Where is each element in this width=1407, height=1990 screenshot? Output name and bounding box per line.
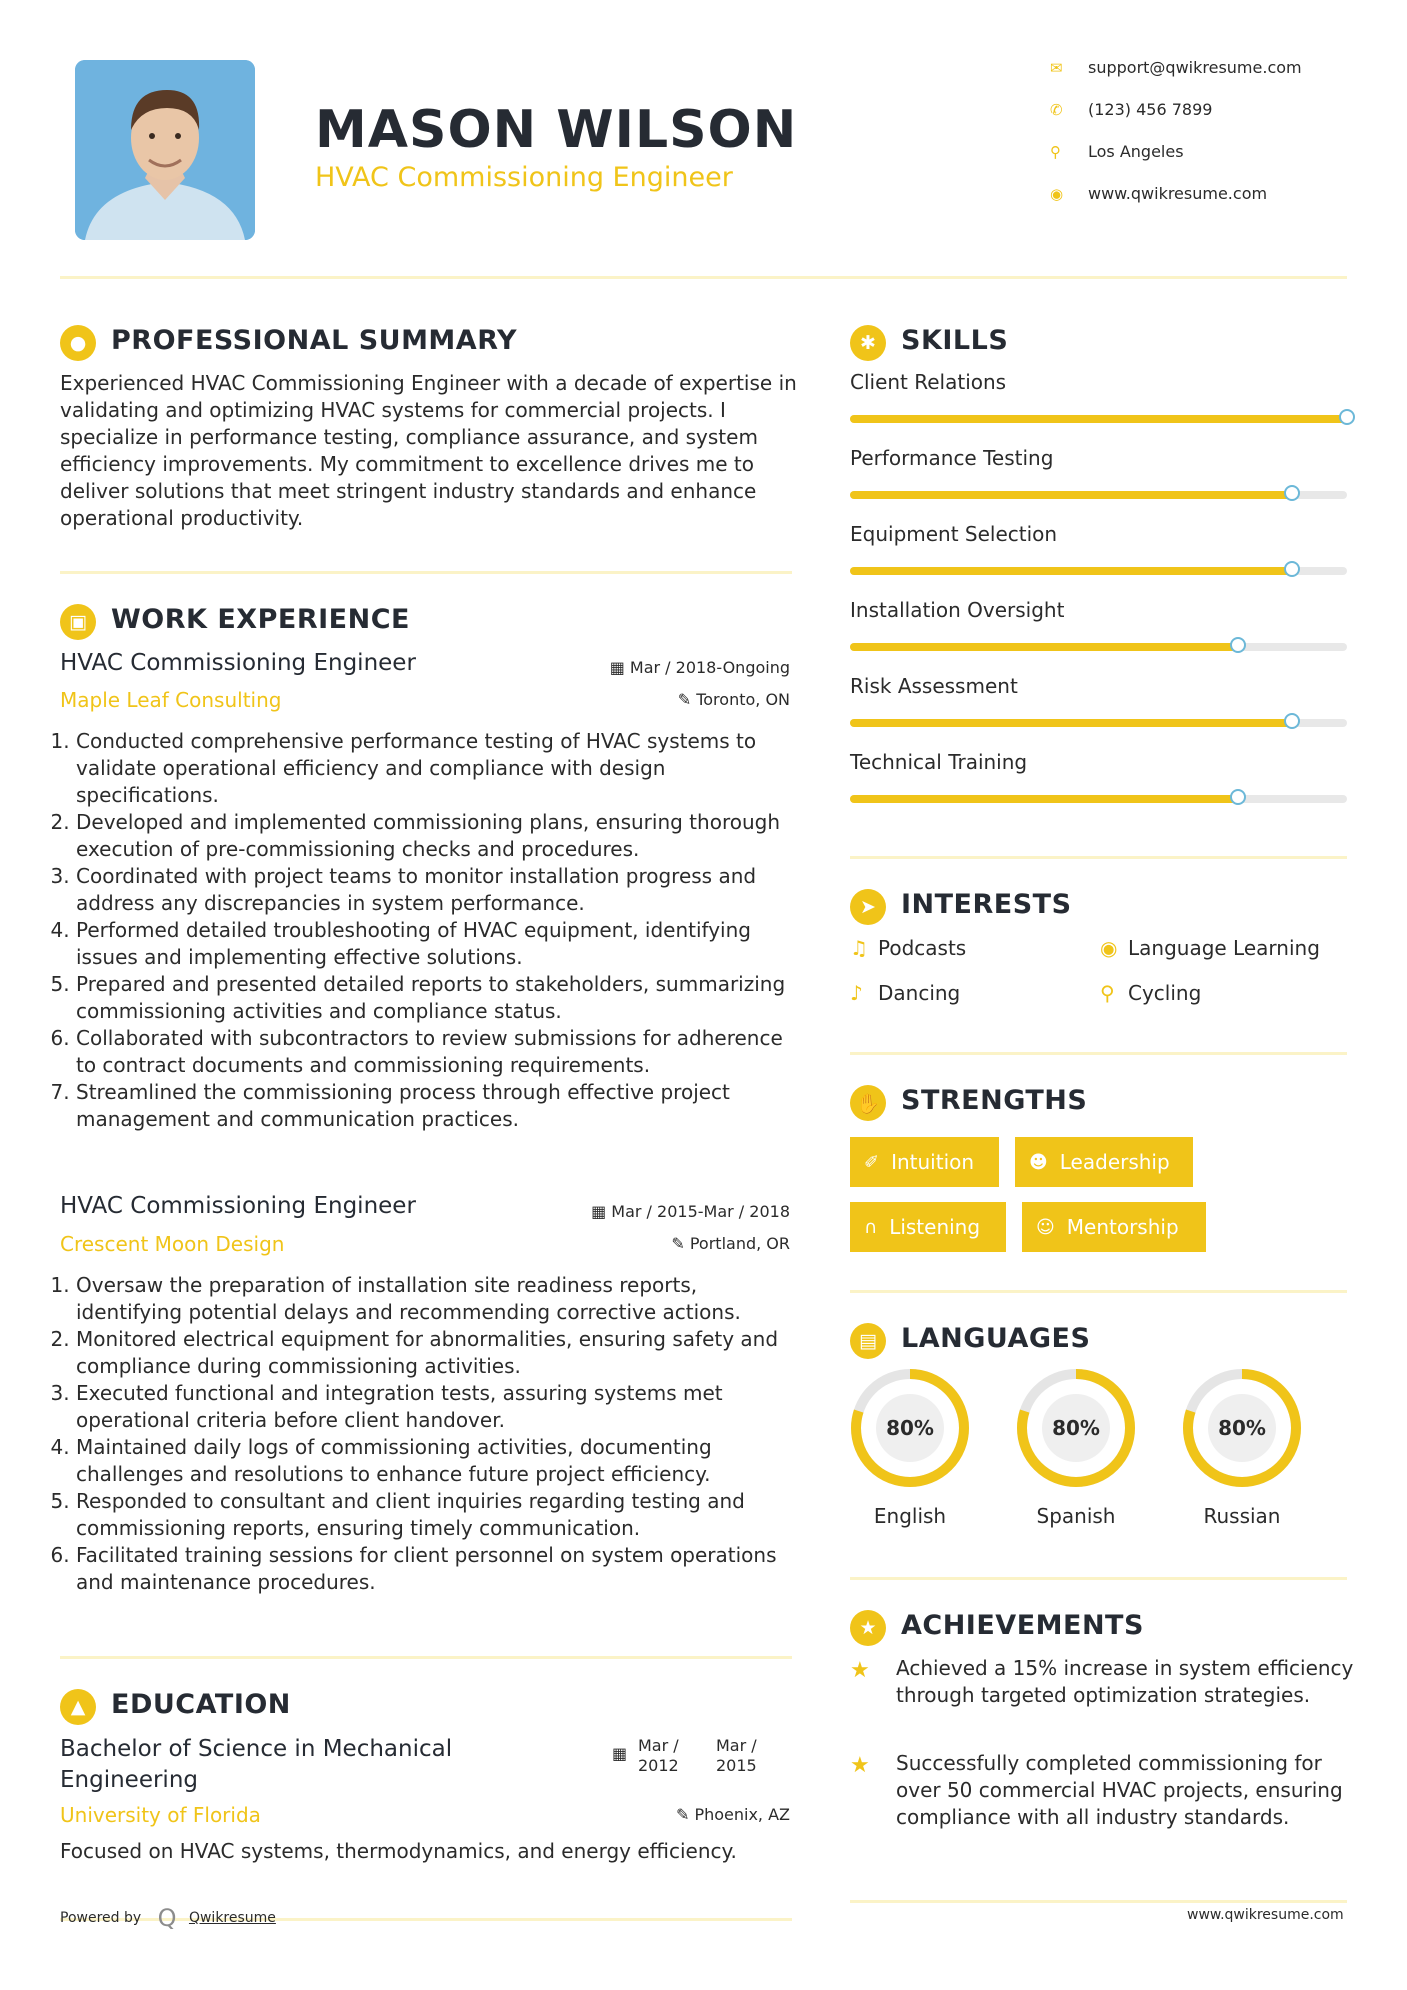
globe-icon: ◉ xyxy=(1050,185,1064,203)
headphones-icon: ∩ xyxy=(864,1216,878,1238)
language-name: Russian xyxy=(1203,1504,1281,1528)
star-icon: ★ xyxy=(850,1753,870,1778)
skill-bar-fill xyxy=(850,415,1347,423)
skill-bar xyxy=(850,567,1347,575)
skill-bar-knob xyxy=(1339,409,1355,425)
language-ring xyxy=(1016,1368,1136,1492)
bicycle-icon: ⚲ xyxy=(1100,981,1115,1005)
list-item: 2. Developed and implemented commissioning plans, ensuring thorough execution of pre-commissioning checks and procedures. xyxy=(76,809,796,863)
edu-location: ✎ Phoenix, AZ xyxy=(675,1805,790,1824)
language-percent: 80% xyxy=(1052,1416,1100,1440)
job-duties xyxy=(56,728,796,1133)
calendar-icon: ▦ xyxy=(609,658,630,677)
pin-icon: ✎ xyxy=(675,1805,695,1824)
languages-divider xyxy=(850,1577,1347,1580)
interest-dancing: ♪ Dancing xyxy=(850,981,961,1005)
language-ring xyxy=(850,1368,970,1492)
skill-bar xyxy=(850,643,1347,651)
degree-line-2: Engineering xyxy=(60,1767,198,1793)
profile-photo xyxy=(75,60,255,240)
list-item: 5. Prepared and presented detailed reports to stakeholders, summarizing commissioning activities and compliance status. xyxy=(76,971,796,1025)
trophy-icon: ★ xyxy=(850,1610,886,1646)
achievement-item: Achieved a 15% increase in system efficiency through targeted optimization strategies. xyxy=(896,1656,1354,1707)
language-ring xyxy=(1182,1368,1302,1492)
edu-date-start: Mar / 2012 xyxy=(638,1736,679,1775)
list-item: 3. Coordinated with project teams to monitor installation progress and address any discrepancies in system performance. xyxy=(76,863,796,917)
calendar-icon: ▦ xyxy=(612,1744,628,1763)
skill-name: Equipment Selection xyxy=(850,522,1058,546)
achievements-heading: ACHIEVEMENTS xyxy=(901,1610,1144,1641)
list-item: 4. Maintained daily logs of commissioning activities, documenting challenges and resolutions to enhance future project efficiency. xyxy=(76,1434,796,1488)
footer-url[interactable]: www.qwikresume.com xyxy=(1187,1907,1344,1923)
list-item: 4. Performed detailed troubleshooting of HVAC equipment, identifying issues and implementing effective solutions. xyxy=(76,917,796,971)
skill-bar-fill xyxy=(850,567,1292,575)
language-percent: 80% xyxy=(886,1416,934,1440)
skill-bar-fill xyxy=(850,643,1238,651)
contact-location: ⚲ Los Angeles xyxy=(1050,142,1184,161)
strength-tag: ✐ Intuition xyxy=(850,1137,999,1187)
summary-text: Experienced HVAC Commissioning Engineer with a decade of expertise in validating and optimizing HVAC systems for commercial projects. I specialize in performance testing, compliance assurance, and system efficiency improvements. My commitment to excellence drives me to deliver solutions that meet stringent industry standards and enhance operational productivity. xyxy=(60,371,797,530)
interests-heading: INTERESTS xyxy=(901,889,1072,920)
strength-tag: ☺ Mentorship xyxy=(1022,1202,1206,1252)
interest-language-learning: ◉ Language Learning xyxy=(1100,936,1320,960)
skills-divider xyxy=(850,856,1347,859)
skill-bar-knob xyxy=(1284,561,1300,577)
candidate-role: HVAC Commissioning Engineer xyxy=(315,162,733,193)
language-card-icon: ▤ xyxy=(850,1323,886,1359)
interest-cycling: ⚲ Cycling xyxy=(1100,981,1202,1005)
user-plus-icon: ☺ xyxy=(1036,1216,1055,1238)
contact-website[interactable]: ◉ www.qwikresume.com xyxy=(1050,184,1268,203)
phone-icon: ✆ xyxy=(1050,101,1063,119)
skill-bar-fill xyxy=(850,719,1292,727)
graduation-cap-icon: ▲ xyxy=(60,1689,96,1725)
map-pin-icon: ⚲ xyxy=(1050,143,1061,161)
list-item: 5. Responded to consultant and client inquiries regarding testing and commissioning reports, ensuring timely communication. xyxy=(76,1488,796,1542)
paper-plane-icon: ➤ xyxy=(850,889,886,925)
footer-powered-by: Powered by Q Qwikresume xyxy=(60,1904,276,1932)
job-location: ✎ Toronto, ON xyxy=(677,690,790,709)
languages-heading: LANGUAGES xyxy=(901,1323,1091,1354)
school-name: University of Florida xyxy=(60,1803,261,1827)
skill-bar-knob xyxy=(1284,713,1300,729)
summary-heading: PROFESSIONAL SUMMARY xyxy=(111,325,518,356)
list-item: 3. Executed functional and integration tests, assuring systems met operational criteria before client handover. xyxy=(76,1380,796,1434)
summary-divider xyxy=(60,571,792,574)
achievement-item: Successfully completed commissioning for over 50 commercial HVAC projects, ensuring compliance with all industry standards. xyxy=(896,1751,1343,1829)
strength-tag: ∩ Listening xyxy=(850,1202,1006,1252)
skill-bar xyxy=(850,719,1347,727)
users-icon: ☻ xyxy=(1029,1151,1048,1173)
skill-bar-knob xyxy=(1230,637,1246,653)
list-item: 1. Oversaw the preparation of installation site readiness reports, identifying potential delays and recommending corrective actions. xyxy=(76,1272,796,1326)
experience-divider xyxy=(60,1656,792,1659)
edu-date-end: Mar / 2015 xyxy=(716,1736,757,1775)
lightbulb-icon: ✱ xyxy=(850,325,886,361)
job-title: HVAC Commissioning Engineer xyxy=(60,650,416,676)
skill-name: Risk Assessment xyxy=(850,674,1018,698)
skill-bar-knob xyxy=(1284,485,1300,501)
job-title: HVAC Commissioning Engineer xyxy=(60,1193,416,1219)
hand-icon: ✋ xyxy=(850,1085,886,1121)
envelope-icon: ✉ xyxy=(1050,59,1063,77)
list-item: 2. Monitored electrical equipment for abnormalities, ensuring safety and compliance during commissioning activities. xyxy=(76,1326,796,1380)
list-item: 1. Conducted comprehensive performance testing of HVAC systems to validate operational efficiency and compliance with design specifications. xyxy=(76,728,796,809)
list-item: 7. Streamlined the commissioning process through effective project management and communication practices. xyxy=(76,1079,796,1133)
education-heading: EDUCATION xyxy=(111,1689,291,1720)
language-percent: 80% xyxy=(1218,1416,1266,1440)
contact-phone[interactable]: ✆ (123) 456 7899 xyxy=(1050,100,1213,119)
skills-heading: SKILLS xyxy=(901,325,1009,356)
microphone-icon: ♫ xyxy=(850,936,868,960)
skill-name: Technical Training xyxy=(850,750,1028,774)
skill-bar-knob xyxy=(1230,789,1246,805)
language-name: Spanish xyxy=(1036,1504,1116,1528)
experience-heading: WORK EXPERIENCE xyxy=(111,604,410,635)
magic-wand-icon: ✐ xyxy=(864,1151,880,1173)
pin-icon: ✎ xyxy=(671,1234,690,1253)
candidate-name: MASON WILSON xyxy=(315,100,798,160)
star-icon: ★ xyxy=(850,1658,870,1683)
job-date: ▦ Mar / 2018-Ongoing xyxy=(609,658,790,677)
skill-bar xyxy=(850,795,1347,803)
skill-bar xyxy=(850,415,1347,423)
skill-name: Client Relations xyxy=(850,370,1007,394)
edu-description: Focused on HVAC systems, thermodynamics, and energy efficiency. xyxy=(60,1839,737,1863)
user-icon: ● xyxy=(60,325,96,361)
briefcase-icon: ▣ xyxy=(60,604,96,640)
degree-line-1: Bachelor of Science in Mechanical xyxy=(60,1736,453,1762)
list-item: 6. Collaborated with subcontractors to review submissions for adherence to contract documents and commissioning requirements. xyxy=(76,1025,796,1079)
skill-name: Installation Oversight xyxy=(850,598,1065,622)
strength-tag: ☻ Leadership xyxy=(1015,1137,1193,1187)
brand-link[interactable]: Qwikresume xyxy=(188,1910,276,1926)
interest-podcasts: ♫ Podcasts xyxy=(850,936,967,960)
globe-icon: ◉ xyxy=(1100,936,1118,960)
strengths-heading: STRENGTHS xyxy=(901,1085,1088,1116)
job-company: Crescent Moon Design xyxy=(60,1232,285,1256)
strengths-divider xyxy=(850,1290,1347,1293)
job-company: Maple Leaf Consulting xyxy=(60,688,282,712)
skill-name: Performance Testing xyxy=(850,446,1054,470)
skill-bar-fill xyxy=(850,795,1238,803)
skill-bar-fill xyxy=(850,491,1292,499)
job-duties xyxy=(56,1272,796,1596)
pin-icon: ✎ xyxy=(677,690,697,709)
list-item: 6. Facilitated training sessions for client personnel on system operations and maintenance procedures. xyxy=(76,1542,796,1596)
interests-divider xyxy=(850,1052,1347,1055)
contact-email[interactable]: ✉ support@qwikresume.com xyxy=(1050,58,1302,77)
language-name: English xyxy=(873,1504,947,1528)
header-divider xyxy=(60,276,1347,279)
qwikresume-logo-icon: Q xyxy=(157,1904,177,1932)
job-date: ▦ Mar / 2015-Mar / 2018 xyxy=(591,1202,790,1221)
skill-bar xyxy=(850,491,1347,499)
music-note-icon: ♪ xyxy=(850,981,863,1005)
job-location: ✎ Portland, OR xyxy=(671,1234,790,1253)
achievements-divider xyxy=(850,1900,1347,1903)
calendar-icon: ▦ xyxy=(591,1202,612,1221)
